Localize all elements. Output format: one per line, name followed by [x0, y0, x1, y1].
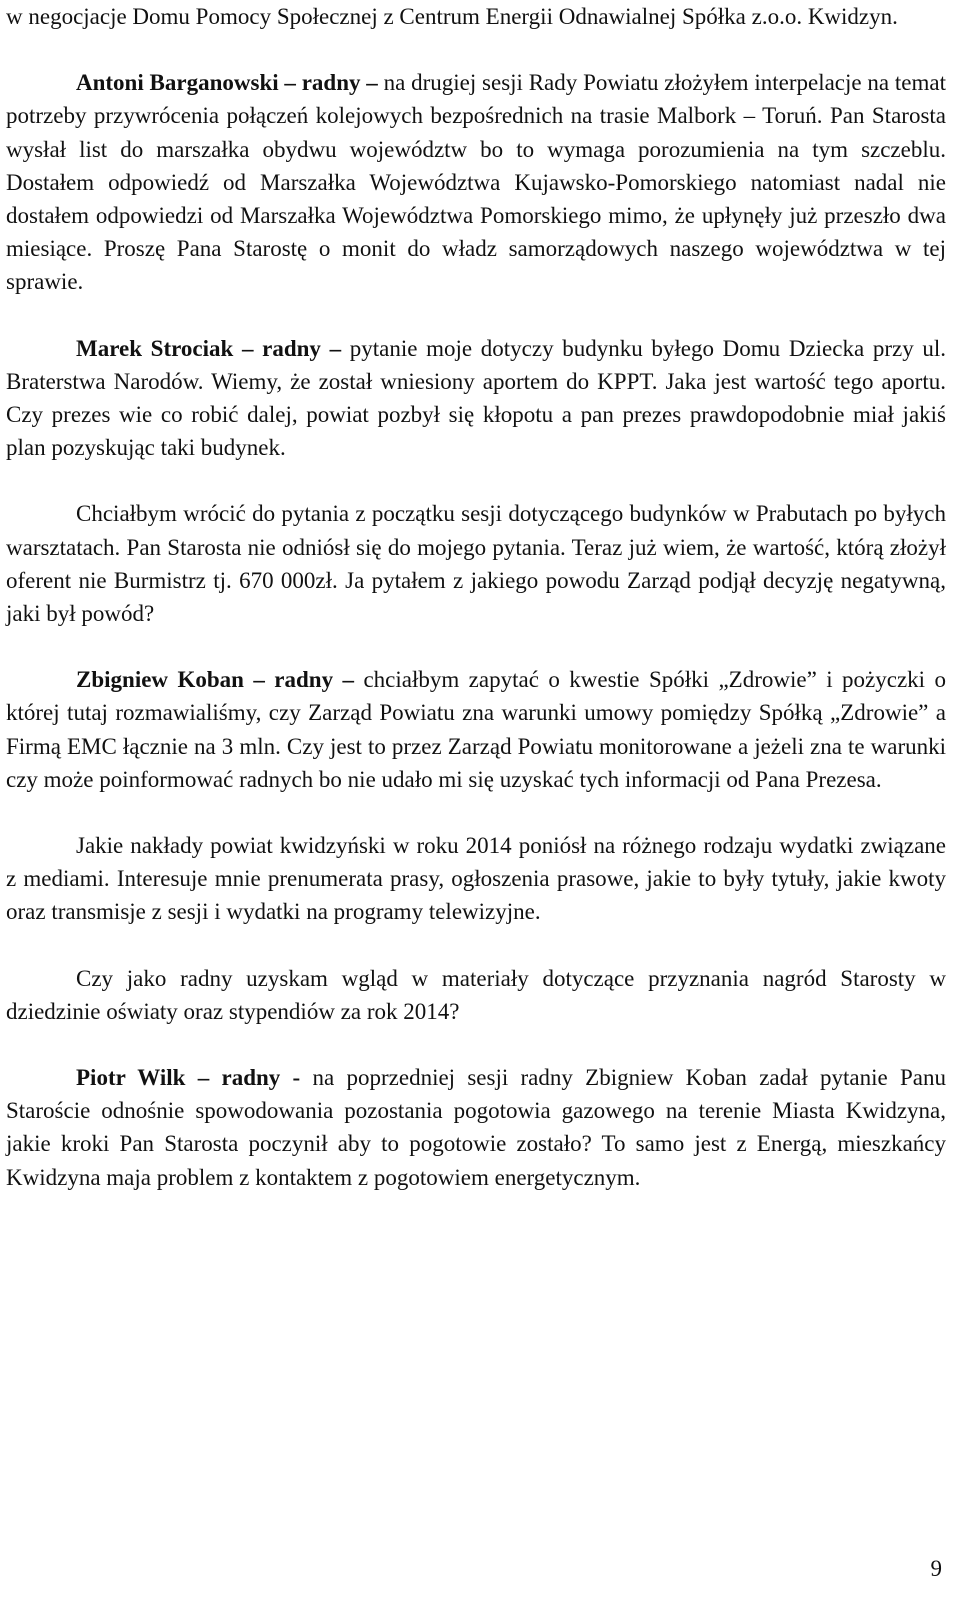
paragraph-gap [6, 1028, 946, 1061]
page-number: 9 [930, 1556, 942, 1581]
paragraph-awards-question [6, 962, 946, 1028]
paragraph-text: chciałbym zapytać o kwestie Spółki „Zdrowie” i pożyczki o której tutaj rozmawialiśmy, czy Zarząd Powiatu zna warunki umowy pomiędzy Spółką „Zdrowie” a Firmą EMC łącznie na 3 mln. Czy jest to przez Zarząd Powiatu monitorowane a jeżeli zna te warunki czy może poinformować radnych bo nie udało mi się uzyskać tych informacji od Pana Prezesa. [6, 667, 946, 792]
speaker-name: Piotr Wilk – radny - [76, 1065, 301, 1091]
paragraph-gap [6, 630, 946, 663]
paragraph-prabuty-question [6, 497, 946, 630]
paragraph-text: Chciałbym wrócić do pytania z początku sesji dotyczącego budynków w Prabutach po byłych warsztatach. Pan Starosta nie odniósł się do mojego pytania. Teraz już wiem, że wartość, którą złożył oferent nie Burmistrz tj. 670 000zł. Ja pytałem z jakiego powodu Zarząd podjął decyzję negatywną, jaki był powód? [6, 501, 946, 627]
paragraph-text: na drugiej sesji Rady Powiatu złożyłem interpelacje na temat potrzeby przywrócenia połączeń kolejowych bezpośrednich na trasie Malbork – Toruń. Pan Starosta wysłał list do marszałka obydwu województw bo to wymaga porozumienia na tym szczeblu. Dostałem odpowiedź od Marszałka Województwa Kujawsko-Pomorskiego natomiast nadal nie dostałem odpowiedzi od Marszałka Województwa Pomorskiego mimo, że upłynęły już przeszło dwa miesiące. Proszę Pana Starostę o monit do władz samorządowych naszego województwa w tej sprawie. [6, 70, 946, 295]
paragraph-media-expenses [6, 829, 946, 929]
document-page [6, 0, 946, 1194]
speaker-name: Zbigniew Koban – radny – [76, 667, 355, 693]
paragraph-text: w negocjacje Domu Pomocy Społecznej z Centrum Energii Odnawialnej Spółka z.o.o. Kwidzyn. [6, 4, 898, 29]
paragraph-text: Jakie nakłady powiat kwidzyński w roku 2014 poniósł na różnego rodzaju wydatki związane z mediami. Interesuje mnie prenumerata prasy, ogłoszenia prasowe, jakie to były tytuły, jakie kwoty oraz transmisje z sesji i wydatki na programy telewizyjne. [6, 833, 946, 925]
paragraph-text: Czy jako radny uzyskam wgląd w materiały dotyczące przyznania nagród Starosty w dziedzinie oświaty oraz stypendiów za rok 2014? [6, 965, 946, 1024]
paragraph-continuation [6, 0, 946, 33]
paragraph-gap [6, 796, 946, 829]
paragraph-text: pytanie moje dotyczy budynku byłego Domu Dziecka przy ul. Braterstwa Narodów. Wiemy, że został wniesiony aportem do KPPT. Jaka jest wartość tego aportu. Czy prezes wie co robić dalej, powiat pozbył się kłopotu a pan prezes prawdopodobnie miał jakiś plan pozyskując taki budynek. [6, 335, 946, 461]
paragraph-gap [6, 464, 946, 497]
paragraph-koban [6, 663, 946, 796]
paragraph-strociak [6, 332, 946, 465]
speaker-name: Antoni Barganowski – radny – [76, 70, 378, 96]
paragraph-gap [6, 33, 946, 66]
speaker-name: Marek Strociak – radny – [76, 335, 342, 361]
paragraph-wilk [6, 1061, 946, 1194]
paragraph-gap [6, 299, 946, 332]
paragraph-gap [6, 929, 946, 962]
paragraph-barganowski [6, 66, 946, 298]
paragraph-text: na poprzedniej sesji radny Zbigniew Koban zadał pytanie Panu Staroście odnośnie spowodowania pozostania pogotowia gazowego na terenie Miasta Kwidzyna, jakie kroki Pan Starosta poczynił aby to pogotowie zostało? To samo jest z Energą, mieszkańcy Kwidzyna maja problem z kontaktem z pogotowiem energetycznym. [6, 1065, 946, 1190]
